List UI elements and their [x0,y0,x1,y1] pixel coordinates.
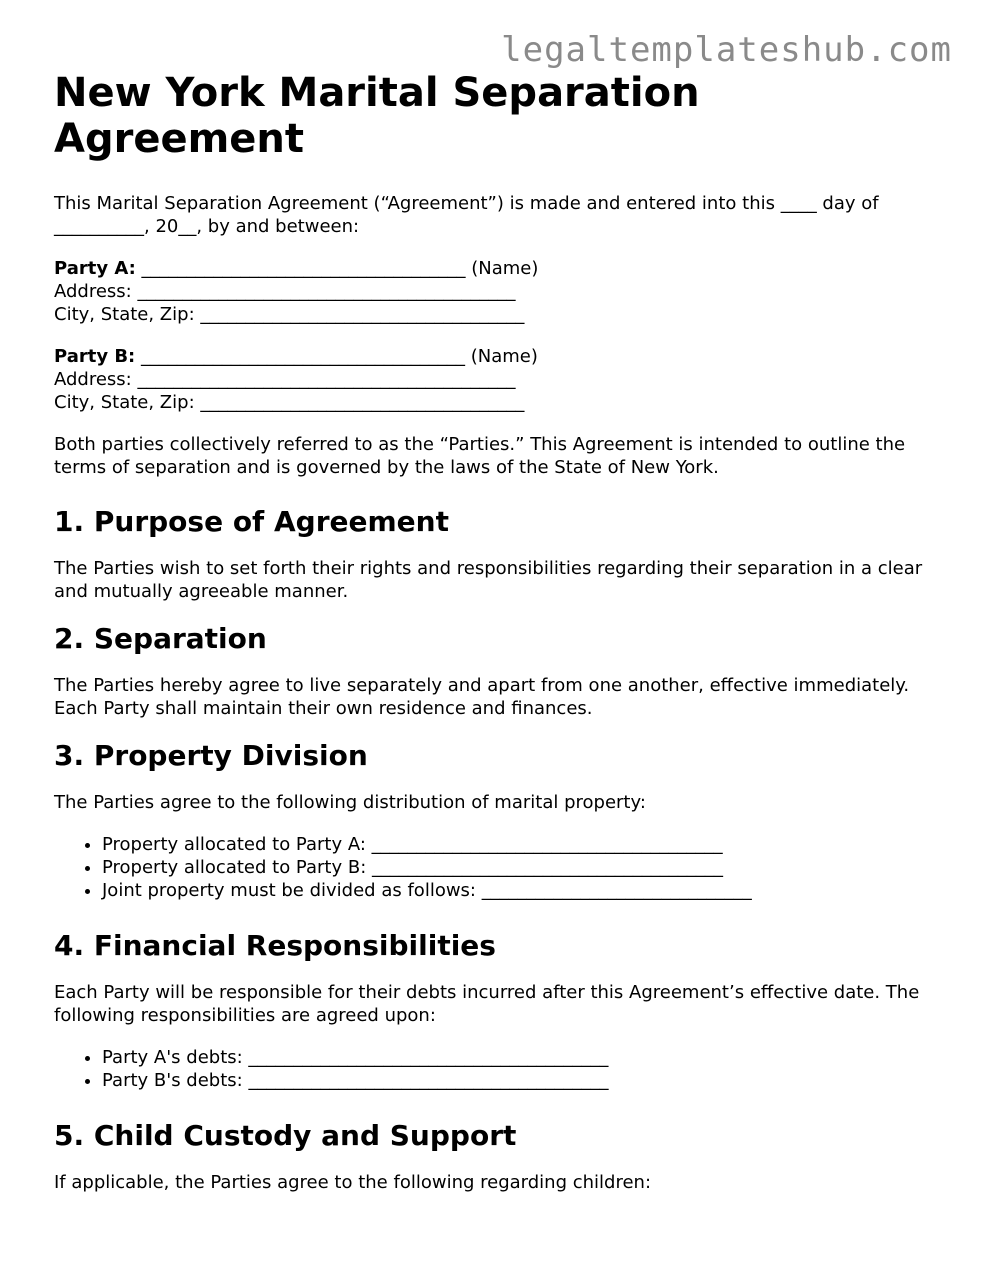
party-a-label: Party A: [54,258,136,279]
party-a-address: Address: __________________________________________ [54,281,516,302]
list-item: • Joint property must be divided as follows: ______________________________ [102,879,934,902]
list-item: • Party A's debts: ________________________________________ [102,1046,934,1069]
party-a-block [54,257,934,326]
party-b-address: Address: __________________________________________ [54,369,516,390]
section-heading-property: 3. Property Division [54,739,368,772]
intro-paragraph: This Marital Separation Agreement (“Agreement”) is made and entered into this ____ day of __________, 20__, by and between: [54,193,879,237]
list-item: • Party B's debts: ________________________________________ [102,1069,934,1092]
party-a-name-line [54,257,934,280]
property-list [54,833,934,902]
section-text-property: The Parties agree to the following distribution of marital property: [54,792,646,813]
watermark: legaltemplateshub.com [501,30,952,70]
party-a-name-blank: ____________________________________ (Name) [135,258,539,279]
party-a-city: City, State, Zip: ____________________________________ [54,304,525,325]
list-item: • Property allocated to Party B: _______________________________________ [102,856,934,879]
section-text-separation: The Parties hereby agree to live separately and apart from one another, effective immediately. Each Party shall maintain their own residence and finances. [54,675,910,719]
section-heading-separation: 2. Separation [54,622,267,655]
list-item: • Property allocated to Party A: _______________________________________ [102,833,934,856]
closing-paragraph: Both parties collectively referred to as the “Parties.” This Agreement is intended to outline the terms of separation and is governed by the laws of the State of New York. [54,434,906,478]
party-b-name-blank: ____________________________________ (Name) [135,346,538,367]
debts-list [54,1046,934,1092]
party-b-label: Party B: [54,346,136,367]
document-title: New York Marital Separation Agreement [54,70,700,162]
section-heading-purpose: 1. Purpose of Agreement [54,505,449,538]
section-text-purpose: The Parties wish to set forth their rights and responsibilities regarding their separation in a clear and mutually agreeable manner. [54,558,923,602]
party-b-name-line [54,345,934,368]
party-b-city: City, State, Zip: ____________________________________ [54,392,525,413]
section-heading-financial: 4. Financial Responsibilities [54,929,496,962]
section-text-financial: Each Party will be responsible for their debts incurred after this Agreement’s effective date. The following responsibilities are agreed upon: [54,982,920,1026]
document-body [54,70,934,1219]
section-heading-custody: 5. Child Custody and Support [54,1119,517,1152]
section-text-custody: If applicable, the Parties agree to the following regarding children: [54,1172,652,1193]
party-b-block [54,345,934,414]
